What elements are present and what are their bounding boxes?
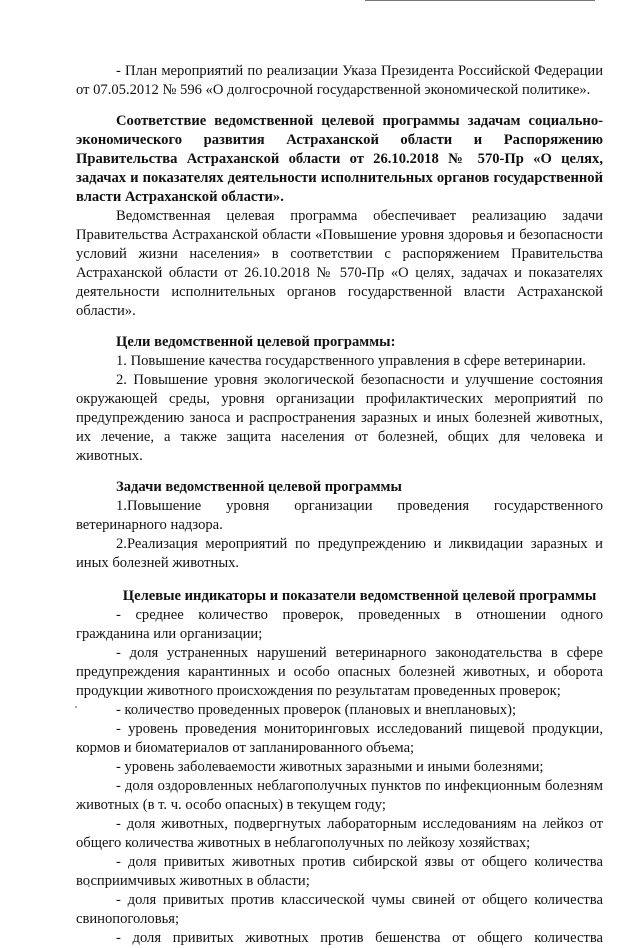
goal-item: 1. Повышение качества государственного управления в сфере ветеринарии. (116, 353, 586, 369)
section-heading-compliance: Соответствие ведомственной целевой программы задачам социально-экономического развития Астраханской области и Распоряжению Правительства Астраханской области от 26.10.2018 № 570-Пр «О целях, задачах и показателях деятельности исполнительных органов государственной власти Астраханской области». (76, 113, 603, 205)
compliance-text: Ведомственная целевая программа обеспечивает реализацию задачи Правительства Астраханской области «Повышение уровня здоровья и безопасности условий жизни населения» в соответствии с распоряжением Правительства Астраханской области от 26.10.2018 № 570-Пр «О целях, задачах и показателях деятельности исполнительных органов государственной власти Астраханской области». (76, 208, 603, 319)
document-page (76, 62, 603, 948)
section-heading-tasks: Задачи ведомственной целевой программы (116, 479, 402, 495)
indicator-item: - доля оздоровленных неблагополучных пунктов по инфекционным болезням животных (в т. ч. особо опасных) в текущем году; (76, 778, 603, 813)
task-item: 2.Реализация мероприятий по предупреждению и ликвидации заразных и иных болезней животных. (76, 536, 603, 571)
indicator-item: - доля животных, подвергнутых лабораторным исследованиям на лейкоз от общего количества животных в неблагополучных по лейкозу хозяйствах; (76, 816, 603, 851)
indicator-item: - среднее количество проверок, проведенных в отношении одного гражданина или организации; (76, 607, 603, 642)
section-heading-indicators: Целевые индикаторы и показатели ведомственной целевой программы (122, 588, 597, 604)
section-heading-goals: Цели ведомственной целевой программы: (116, 334, 396, 350)
goal-item: 2. Повышение уровня экологической безопасности и улучшение состояния окружающей среды, уровня организации профилактических мероприятий по предупреждению заноса и распространения заразных и иных болезней животных, их лечение, а также защита населения от болезней, общих для человека и животных. (76, 372, 603, 464)
indicator-item: - доля привитых животных против сибирской язвы от общего количества восприимчивых животных в области; (76, 854, 603, 889)
indicator-item: - доля привитых животных против бешенства от общего количества (116, 930, 603, 946)
plan-item: - План мероприятий по реализации Указа Президента Российской Федерации от 07.05.2012 № 596 «О долгосрочной государственной экономической политике». (76, 63, 603, 98)
task-item: 1.Повышение уровня организации проведения государственного ветеринарного надзора. (76, 498, 603, 533)
scan-edge-line (365, 0, 595, 1)
indicator-item: - доля устраненных нарушений ветеринарного законодательства в сфере предупреждения карантинных и особо опасных болезней животных, и оборота продукции животного происхождения по результатам проведенных проверок; (76, 645, 603, 699)
indicator-item: - доля привитых против классической чумы свиней от общего количества свинопоголовья; (76, 892, 603, 927)
indicator-item: - уровень заболеваемости животных заразными и иными болезнями; (116, 759, 544, 775)
indicator-item: - уровень проведения мониторинговых исследований пищевой продукции, кормов и биоматериалов от запланированного объема; (76, 721, 603, 756)
indicator-item: - количество проведенных проверок (плановых и внеплановых); (116, 702, 517, 718)
